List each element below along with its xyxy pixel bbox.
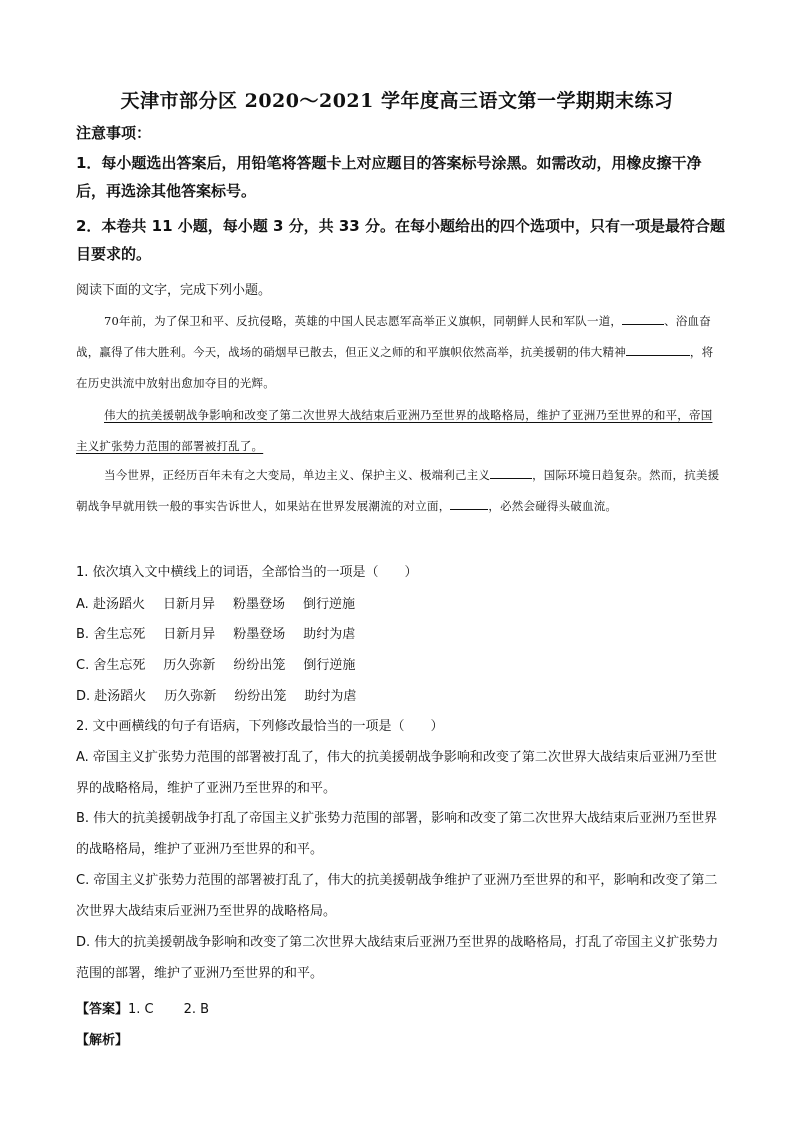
question-1-stem: 1. 依次填入文中横线上的词语，全部恰当的一项是（ ） — [76, 565, 418, 580]
question-2-option-a: A. 帝国主义扩张势力范围的部署被打乱了，伟大的抗美援朝战争影响和改变了第二次世界大战结束后亚洲乃至世界的战略格局，维护了亚洲乃至世界的和平。 — [76, 750, 717, 796]
notice-item-1: 1．每小题选出答案后，用铅笔将答题卡上对应题目的答案标号涂黑。如需改动，用橡皮擦干净后，再选涂其他答案标号。 — [76, 154, 702, 200]
passage-text: ，将在历史洪流中放射出愈加夺目的光辉。 — [76, 345, 714, 390]
option-word: 赴汤蹈火 — [94, 689, 147, 704]
option-word: 赴汤蹈火 — [92, 597, 145, 612]
passage-text: 70年前，为了保卫和平、反抗侵略，英雄的中国人民志愿军高举正义旗帜，同朝鲜人民和军队一道， — [104, 314, 623, 328]
passage-paragraph-3 — [76, 460, 724, 522]
fill-blank-2 — [626, 341, 690, 356]
option-word: 助纣为虐 — [303, 627, 356, 642]
option-word: 纷纷出笼 — [233, 658, 286, 673]
passage-paragraph-1 — [76, 306, 724, 399]
answer-line — [76, 998, 209, 1017]
analysis-label: 【解析】 — [76, 1033, 129, 1048]
option-word: 舍生忘死 — [93, 627, 146, 642]
question-2-option-d: D. 伟大的抗美援朝战争影响和改变了第二次世界大战结束后亚洲乃至世界的战略格局，打乱了帝国主义扩张势力范围的部署，维护了亚洲乃至世界的和平。 — [76, 935, 719, 981]
question-2-option-c: C. 帝国主义扩张势力范围的部署被打乱了，伟大的抗美援朝战争维护了亚洲乃至世界的和平，影响和改变了第二次世界大战结束后亚洲乃至世界的战略格局。 — [76, 873, 718, 919]
option-word: 历久弥新 — [164, 689, 217, 704]
option-label: C. — [76, 658, 90, 673]
question-1-option-d — [76, 685, 374, 704]
passage-text: ，国际环境日趋复杂。然而，抗美援朝战争早就用铁一般的事实告诉世人，如果站在世界发展潮流的对立面， — [76, 468, 720, 513]
option-word: 粉墨登场 — [233, 627, 286, 642]
option-word: 助纣为虐 — [304, 689, 357, 704]
fill-blank-3 — [490, 464, 532, 479]
option-word: 纷纷出笼 — [234, 689, 287, 704]
page-title: 天津市部分区 2020～2021 学年度高三语文第一学期期末练习 — [120, 90, 674, 112]
option-word: 日新月异 — [162, 597, 215, 612]
answer-2: 2. B — [183, 1002, 210, 1017]
option-label: A. — [76, 597, 89, 612]
passage-text: 、浴血奋战，赢得了伟大胜利。今天，战场的硝烟早已散去，但正义之师的和平旗帜依然高举，抗美援朝的伟大精神 — [76, 314, 711, 359]
question-1-option-a — [76, 593, 373, 612]
question-2-option-b: B. 伟大的抗美援朝战争打乱了帝国主义扩张势力范围的部署，影响和改变了第二次世界大战结束后亚洲乃至世界的战略格局，维护了亚洲乃至世界的和平。 — [76, 811, 718, 857]
option-word: 历久弥新 — [163, 658, 216, 673]
passage-text: ，必然会碰得头破血流。 — [488, 499, 618, 513]
option-word: 舍生忘死 — [93, 658, 146, 673]
notice-item-2: 2．本卷共 11 小题，每小题 3 分，共 33 分。在每小题给出的四个选项中，只有一项是最符合题目要求的。 — [76, 217, 725, 263]
option-label: D. — [76, 689, 91, 704]
option-word: 粉墨登场 — [232, 597, 285, 612]
question-1-option-c — [76, 654, 373, 673]
question-2-stem: 2. 文中画横线的句子有语病，下列修改最恰当的一项是（ ） — [76, 719, 444, 734]
reading-instruction: 阅读下面的文字，完成下列小题。 — [76, 283, 272, 298]
question-1-option-b — [76, 623, 373, 642]
passage-text: 当今世界，正经历百年未有之大变局，单边主义、保护主义、极端利己主义 — [104, 468, 491, 482]
option-word: 日新月异 — [163, 627, 216, 642]
option-label: B. — [76, 627, 90, 642]
answer-1: 1. C — [128, 1002, 154, 1017]
fill-blank-4 — [450, 495, 488, 510]
fill-blank-1 — [622, 310, 664, 325]
option-word: 倒行逆施 — [303, 658, 356, 673]
passage-paragraph-2 — [76, 400, 724, 462]
underlined-sentence: 伟大的抗美援朝战争影响和改变了第二次世界大战结束后亚洲乃至世界的战略格局，维护了亚洲乃至世界的和平，帝国主义扩张势力范围的部署被打乱了。 — [76, 408, 713, 453]
option-word: 倒行逆施 — [302, 597, 355, 612]
notice-heading: 注意事项： — [76, 124, 152, 142]
answer-label: 【答案】 — [76, 1002, 129, 1017]
